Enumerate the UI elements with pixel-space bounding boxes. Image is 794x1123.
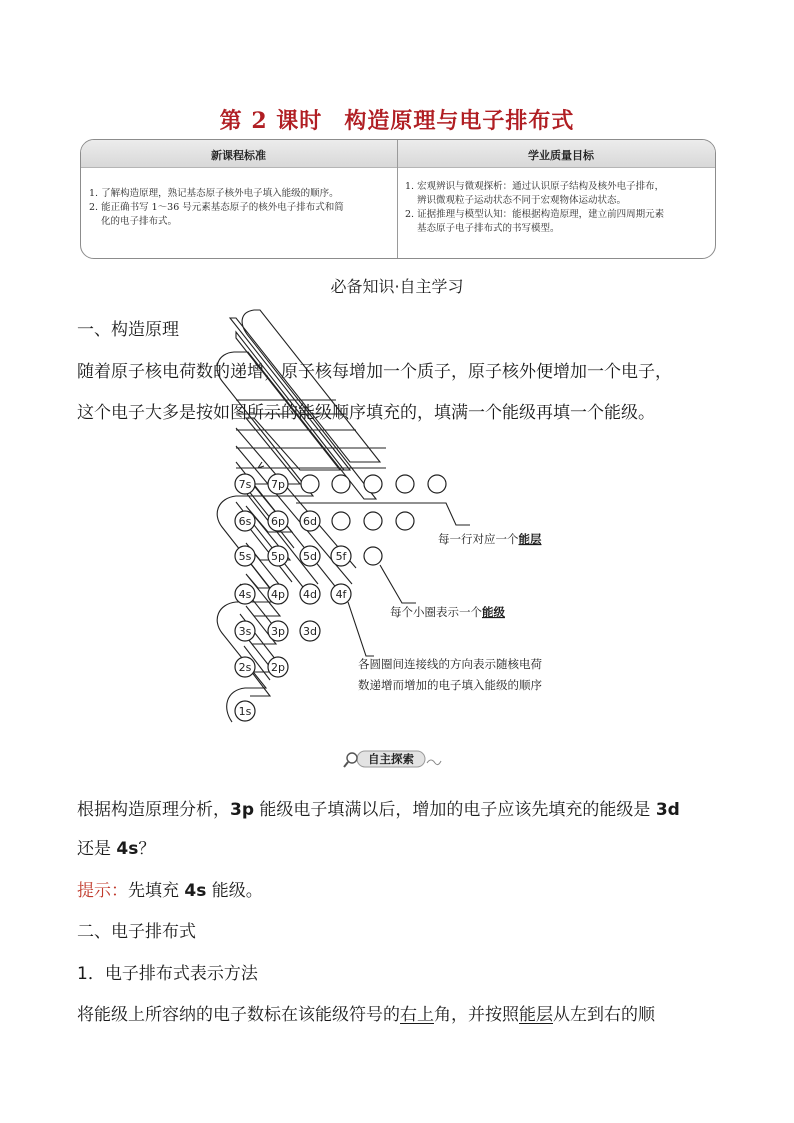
level-5s <box>235 546 255 566</box>
level-4f <box>331 584 351 604</box>
empty-level <box>364 475 382 493</box>
label-order-line2: 数递增而增加的电子填入能级的顺序 <box>358 678 542 692</box>
magnifier-icon <box>344 753 357 767</box>
svg-text:5f: 5f <box>335 550 347 563</box>
part2-subheading: 1．电子排布式表示方法 <box>77 964 258 984</box>
right-item: 1. 宏观辨识与微观探析：通过认识原子结构及核外电子排布， <box>405 181 665 192</box>
right-item: 基态原子电子排布式的书写模型。 <box>417 223 560 234</box>
lesson-topic: 构造原理与电子排布式 <box>344 108 575 134</box>
layer-pointer-line <box>296 503 470 525</box>
section-title: 必备知识·自主学习 <box>330 277 464 296</box>
right-item: 2. 证据推理与模型认知：能根据构造原理，建立前四周期元素 <box>405 209 665 220</box>
svg-text:2p: 2p <box>271 661 285 674</box>
level-6d <box>300 511 320 531</box>
hint-label: 提示： <box>77 881 128 901</box>
label-level: 每个小圈表示一个能级 <box>390 605 505 619</box>
svg-text:自主探索: 自主探索 <box>368 752 414 766</box>
right-item: 辨识微观粒子运动状态不同于宏观物体运动状态。 <box>417 195 627 206</box>
level-2p <box>268 657 288 677</box>
empty-level <box>301 475 319 493</box>
level-6p <box>268 511 288 531</box>
question-line2: 还是 4s？ <box>77 839 156 859</box>
svg-text:6p: 6p <box>271 515 285 528</box>
order-pointer-line <box>348 602 374 656</box>
left-column-title: 新课程标准 <box>211 149 266 162</box>
svg-text:3d: 3d <box>303 625 317 638</box>
part1-paragraph-line1: 随着原子核电荷数的递增，原子核每增加一个质子，原子核外便增加一个电子， <box>77 362 672 382</box>
left-item: 化的电子排布式。 <box>101 216 178 227</box>
empty-level <box>428 475 446 493</box>
label-layer: 每一行对应一个能层 <box>438 532 542 546</box>
level-7p <box>268 474 288 494</box>
level-2s <box>235 657 255 677</box>
left-item: 2. 能正确书写 1～36 号元素基态原子的核外电子排布式和简 <box>89 202 344 213</box>
empty-level <box>332 512 350 530</box>
level-5d <box>300 546 320 566</box>
svg-text:5d: 5d <box>303 550 317 563</box>
part1-heading: 一、构造原理 <box>77 320 179 340</box>
hint-line: 提示：先填充 4s 能级。 <box>77 881 263 901</box>
svg-text:6s: 6s <box>238 515 252 528</box>
svg-text:5s: 5s <box>238 550 252 563</box>
empty-level <box>332 475 350 493</box>
level-3p <box>268 621 288 641</box>
part1-paragraph-line2: 这个电子大多是按如图所示的能级顺序填充的，填满一个能级再填一个能级。 <box>77 403 655 423</box>
svg-text:4d: 4d <box>303 588 317 601</box>
svg-text:3p: 3p <box>271 625 285 638</box>
svg-text:4f: 4f <box>335 588 347 601</box>
svg-text:6d: 6d <box>303 515 317 528</box>
level-3s <box>235 621 255 641</box>
question-line1: 根据构造原理分析，3p 能级电子填满以后，增加的电子应该先填充的能级是 3d <box>77 800 680 820</box>
svg-text:2s: 2s <box>238 661 252 674</box>
left-item: 1. 了解构造原理，熟记基态原子核外电子填入能级的顺序。 <box>89 188 339 199</box>
empty-level <box>364 547 382 565</box>
right-column-title: 学业质量目标 <box>528 149 594 162</box>
level-3d <box>300 621 320 641</box>
part2-text: 将能级上所容纳的电子数标在该能级符号的右上角，并按照能层从左到右的顺 <box>77 1005 655 1025</box>
level-7s <box>235 474 255 494</box>
level-5p <box>268 546 288 566</box>
svg-text:5p: 5p <box>271 550 285 563</box>
part2-heading: 二、电子排布式 <box>77 922 196 942</box>
level-6s <box>235 511 255 531</box>
svg-text:4s: 4s <box>238 588 252 601</box>
level-5f <box>331 546 351 566</box>
svg-text:4p: 4p <box>271 588 285 601</box>
svg-text:3s: 3s <box>238 625 252 638</box>
explore-badge <box>343 749 443 769</box>
level-4d <box>300 584 320 604</box>
lesson-number: 第 2 课时 <box>219 108 323 134</box>
level-pointer-line <box>380 565 416 603</box>
empty-level <box>396 512 414 530</box>
label-order-line1: 各圆圈间连接线的方向表示随核电荷 <box>358 657 542 671</box>
svg-text:7p: 7p <box>271 478 285 491</box>
decoration-icon <box>427 760 441 765</box>
level-4p <box>268 584 288 604</box>
level-4s <box>235 584 255 604</box>
svg-text:7s: 7s <box>238 478 252 491</box>
empty-level <box>396 475 414 493</box>
level-1s <box>235 701 255 721</box>
svg-text:1s: 1s <box>238 705 252 718</box>
arrow-icon <box>258 462 264 468</box>
empty-level <box>364 512 382 530</box>
